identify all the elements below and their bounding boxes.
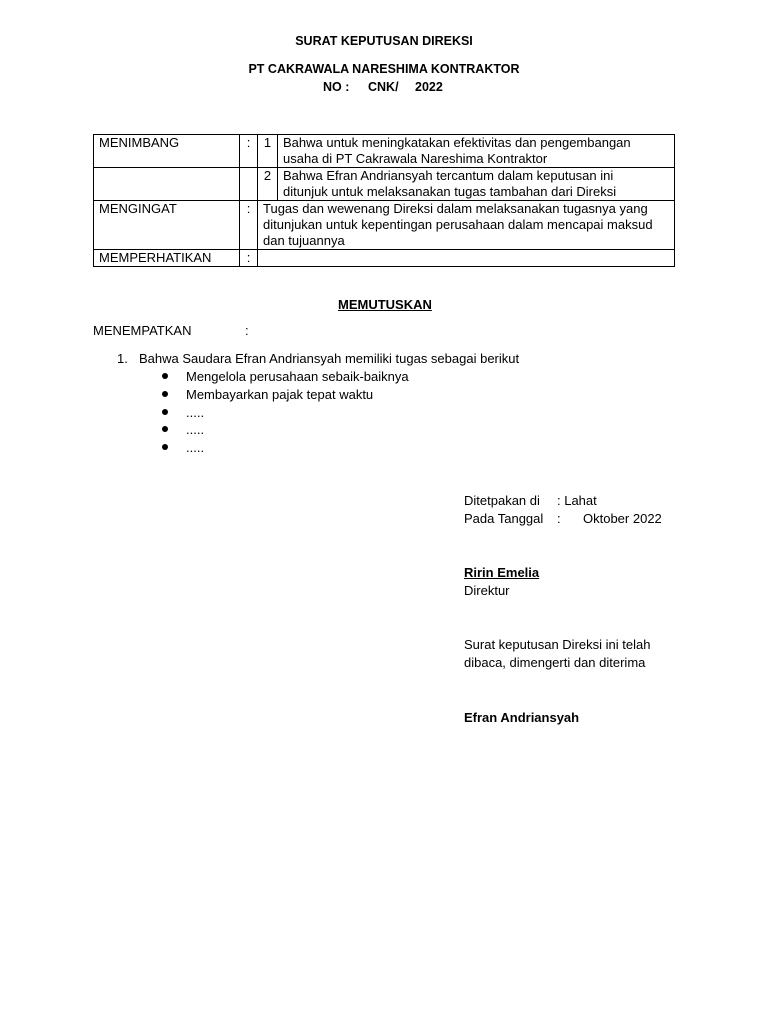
menimbang-label: MENIMBANG: [94, 135, 240, 168]
memperhatikan-colon: :: [240, 250, 258, 267]
bullet-item-5: .....: [186, 440, 205, 455]
item-number: 1.: [117, 351, 128, 366]
number-label: NO :: [323, 80, 350, 94]
mengingat-line-3: dan tujuannya: [263, 233, 345, 248]
signer-title: Direktur: [464, 583, 510, 598]
menimbang-item-2-line-1: Bahwa Efran Andriansyah tercantum dalam keputusan ini: [283, 168, 614, 183]
bullet-icon: [162, 444, 168, 450]
place-label: Ditetpakan di: [464, 493, 540, 508]
bullet-icon: [162, 373, 168, 379]
menimbang-row-1: [94, 135, 675, 168]
mengingat-text: [258, 201, 675, 250]
bullet-item-4: .....: [186, 422, 205, 437]
bullet-icon: [162, 426, 168, 432]
memperhatikan-row: [94, 250, 675, 267]
bullet-item-2: Membayarkan pajak tepat waktu: [186, 387, 374, 402]
mengingat-line-1: Tugas dan wewenang Direksi dalam melaksanakan tugasnya yang: [263, 201, 648, 216]
menimbang-item-2-number: 2: [258, 168, 278, 201]
menimbang-row-2: [94, 168, 675, 201]
empty-colon-cell: [240, 168, 258, 201]
mengingat-colon: :: [240, 201, 258, 250]
bullet-icon: [162, 409, 168, 415]
menempatkan-colon: :: [245, 323, 249, 338]
date-colon: :: [557, 511, 561, 526]
menimbang-colon: :: [240, 135, 258, 168]
number-year: 2022: [415, 80, 443, 94]
company-name: PT CAKRAWALA NARESHIMA KONTRAKTOR: [248, 62, 520, 76]
decision-heading: MEMUTUSKAN: [338, 297, 432, 312]
menimbang-item-1-text: [278, 135, 675, 168]
mengingat-label: MENGINGAT: [94, 201, 240, 250]
signer-name: Ririn Emelia: [464, 565, 540, 580]
recipient-name: Efran Andriansyah: [464, 710, 580, 725]
menimbang-item-2-line-2: ditunjuk untuk melaksanakan tugas tambahan dari Direksi: [283, 184, 617, 199]
menimbang-item-1-number: 1: [258, 135, 278, 168]
acknowledgement-line-2: dibaca, dimengerti dan diterima: [464, 655, 646, 670]
date-value: Oktober 2022: [583, 511, 662, 526]
item-text: Bahwa Saudara Efran Andriansyah memiliki tugas sebagai berikut: [139, 351, 520, 366]
place-value: : Lahat: [557, 493, 597, 508]
memperhatikan-value: [258, 250, 675, 267]
menimbang-item-1-line-1: Bahwa untuk meningkatakan efektivitas dan pengembangan: [283, 135, 631, 150]
document-title: SURAT KEPUTUSAN DIREKSI: [295, 34, 473, 48]
menempatkan-label: MENEMPATKAN: [93, 323, 192, 338]
number-code: CNK/: [368, 80, 399, 94]
menimbang-item-2-text: [278, 168, 675, 201]
bullet-item-1: Mengelola perusahaan sebaik-baiknya: [186, 369, 409, 384]
acknowledgement-line-1: Surat keputusan Direksi ini telah: [464, 637, 651, 652]
bullet-item-3: .....: [186, 405, 205, 420]
bullet-icon: [162, 391, 168, 397]
considerations-table: [93, 134, 675, 267]
mengingat-line-2: ditunjukan untuk kepentingan perusahaan dalam mencapai maksud: [263, 217, 653, 232]
mengingat-row: [94, 201, 675, 250]
menimbang-item-1-line-2: usaha di PT Cakrawala Nareshima Kontraktor: [283, 151, 548, 166]
empty-label-cell: [94, 168, 240, 201]
date-label: Pada Tanggal: [464, 511, 544, 526]
memperhatikan-label: MEMPERHATIKAN: [94, 250, 240, 267]
